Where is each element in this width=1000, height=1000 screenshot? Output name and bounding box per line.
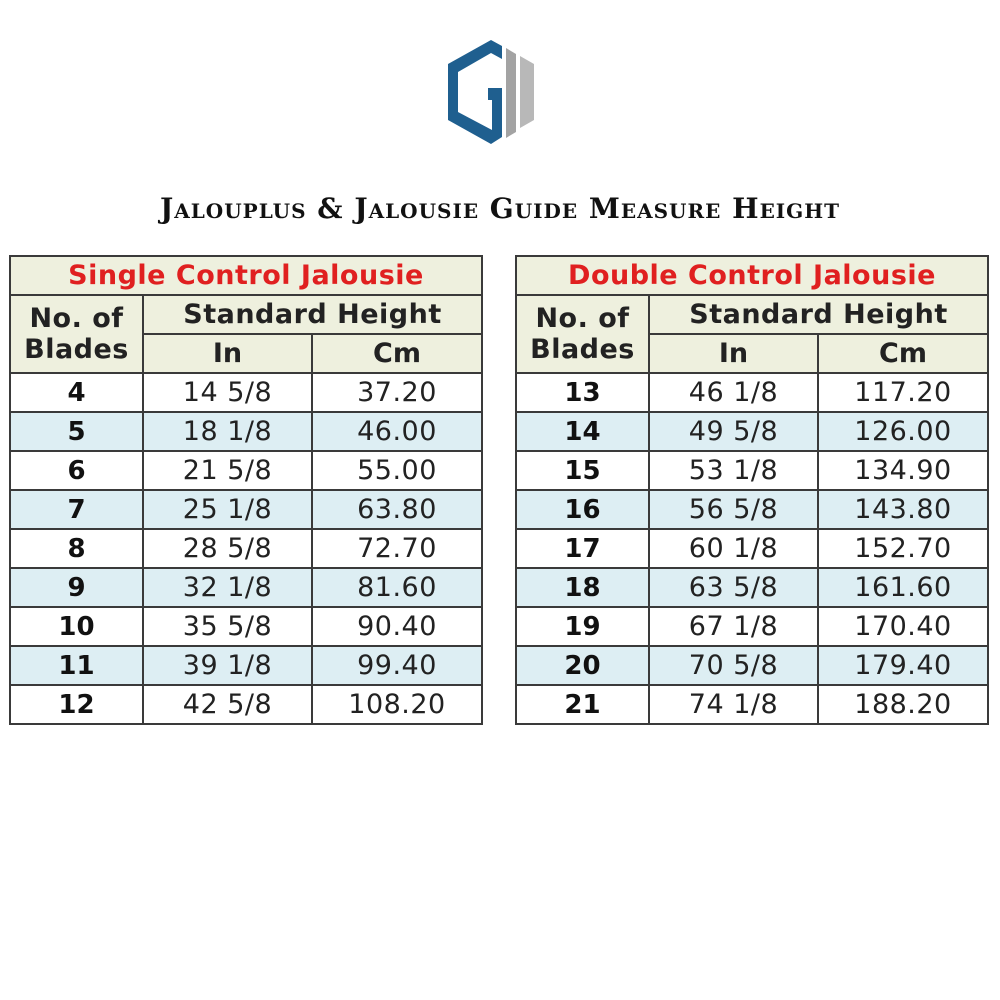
cm-cell: 46.00 [312, 412, 482, 451]
in-cell: 14 5/8 [143, 373, 312, 412]
table-row [10, 568, 482, 607]
table-row [516, 568, 988, 607]
in-cell: 53 1/8 [649, 451, 818, 490]
blades-header [516, 295, 649, 373]
table-caption: Single Control Jalousie [10, 256, 482, 295]
table-row [10, 490, 482, 529]
blades-cell: 16 [516, 490, 649, 529]
cm-cell: 63.80 [312, 490, 482, 529]
table-row [516, 685, 988, 724]
in-cell: 28 5/8 [143, 529, 312, 568]
standard-height-header: Standard Height [649, 295, 988, 334]
table-row [516, 646, 988, 685]
in-cell: 21 5/8 [143, 451, 312, 490]
in-header: In [143, 334, 312, 373]
blades-cell: 18 [516, 568, 649, 607]
cm-cell: 117.20 [818, 373, 988, 412]
cm-cell: 108.20 [312, 685, 482, 724]
cm-cell: 161.60 [818, 568, 988, 607]
table-row [10, 412, 482, 451]
cm-cell: 37.20 [312, 373, 482, 412]
table-row [10, 646, 482, 685]
table-row [516, 490, 988, 529]
table-row [516, 451, 988, 490]
blades-cell: 7 [10, 490, 143, 529]
table-row [10, 529, 482, 568]
cm-cell: 72.70 [312, 529, 482, 568]
cm-cell: 90.40 [312, 607, 482, 646]
blades-cell: 5 [10, 412, 143, 451]
in-cell: 32 1/8 [143, 568, 312, 607]
double-control-table [515, 255, 989, 725]
cm-cell: 134.90 [818, 451, 988, 490]
blades-header [10, 295, 143, 373]
table-row [10, 373, 482, 412]
in-cell: 74 1/8 [649, 685, 818, 724]
cm-cell: 188.20 [818, 685, 988, 724]
cm-header: Cm [312, 334, 482, 373]
in-header: In [649, 334, 818, 373]
table-caption: Double Control Jalousie [516, 256, 988, 295]
blades-cell: 11 [10, 646, 143, 685]
table-row [10, 607, 482, 646]
blades-header-line2: Blades [530, 334, 635, 365]
cm-cell: 81.60 [312, 568, 482, 607]
blades-cell: 21 [516, 685, 649, 724]
blades-header-line1: No. of [535, 303, 630, 334]
cm-cell: 170.40 [818, 607, 988, 646]
in-cell: 39 1/8 [143, 646, 312, 685]
logo-gray-bar-1 [506, 48, 516, 138]
table-row [10, 451, 482, 490]
table-row [516, 412, 988, 451]
in-cell: 70 5/8 [649, 646, 818, 685]
cm-cell: 99.40 [312, 646, 482, 685]
blades-cell: 10 [10, 607, 143, 646]
blades-cell: 17 [516, 529, 649, 568]
in-cell: 42 5/8 [143, 685, 312, 724]
blades-header-line2: Blades [24, 334, 129, 365]
table-row [10, 685, 482, 724]
cm-cell: 126.00 [818, 412, 988, 451]
table-row [516, 373, 988, 412]
in-cell: 67 1/8 [649, 607, 818, 646]
in-cell: 25 1/8 [143, 490, 312, 529]
blades-cell: 19 [516, 607, 649, 646]
blades-cell: 9 [10, 568, 143, 607]
blades-cell: 8 [10, 529, 143, 568]
in-cell: 63 5/8 [649, 568, 818, 607]
standard-height-header: Standard Height [143, 295, 482, 334]
table-row [516, 607, 988, 646]
cm-header: Cm [818, 334, 988, 373]
in-cell: 56 5/8 [649, 490, 818, 529]
in-cell: 46 1/8 [649, 373, 818, 412]
blades-cell: 14 [516, 412, 649, 451]
single-control-table [9, 255, 483, 725]
cm-cell: 179.40 [818, 646, 988, 685]
in-cell: 35 5/8 [143, 607, 312, 646]
blades-cell: 15 [516, 451, 649, 490]
blades-cell: 13 [516, 373, 649, 412]
logo-blue-shape [448, 40, 502, 144]
in-cell: 18 1/8 [143, 412, 312, 451]
gm-logo-icon [446, 40, 536, 144]
blades-cell: 4 [10, 373, 143, 412]
in-cell: 49 5/8 [649, 412, 818, 451]
blades-cell: 12 [10, 685, 143, 724]
cm-cell: 143.80 [818, 490, 988, 529]
table-row [516, 529, 988, 568]
page-title: Jalouplus & Jalousie Guide Measure Height [159, 192, 841, 225]
blades-cell: 6 [10, 451, 143, 490]
blades-header-line1: No. of [29, 303, 124, 334]
logo-gray-bar-2 [520, 56, 534, 128]
cm-cell: 55.00 [312, 451, 482, 490]
cm-cell: 152.70 [818, 529, 988, 568]
blades-cell: 20 [516, 646, 649, 685]
in-cell: 60 1/8 [649, 529, 818, 568]
